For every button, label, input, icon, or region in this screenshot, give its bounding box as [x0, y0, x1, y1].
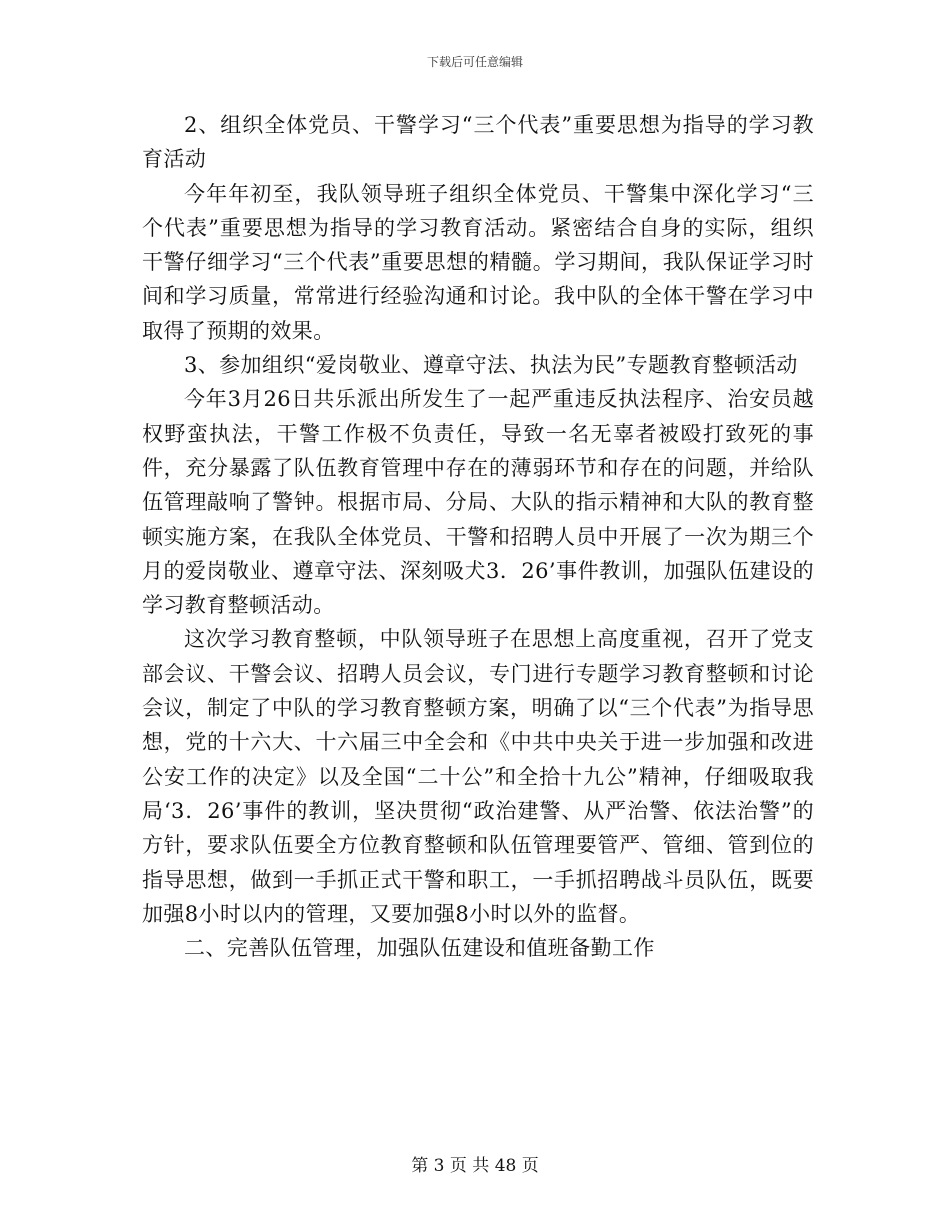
heading-study-activity: 2、组织全体党员、干警学习“三个代表”重要思想为指导的学习教育活动	[142, 113, 814, 172]
document-body	[142, 108, 814, 965]
paragraph-rectification-measures: 这次学习教育整顿，中队领导班子在思想上高度重视，召开了党支部会议、干警会议、招聘人员会议，专门进行专题学习教育整顿和讨论会议，制定了中队的学习教育整顿方案，明确了以“三个代表”为指导思想，党的十六大、十六届三中全会和《中共中央关于进一步加强和改进公安工作的决定》以及全国“二十公”和全拾十九公”精神，仔细吸取我局‘3．26’事件的教训，坚决贯彻“政治建警、从严治警、依法治警”的方针，要求队伍要全方位教育整顿和队伍管理要管严、管细、管到位的指导思想，做到一手抓正式干警和职工，一手抓招聘战斗员队伍，既要加强8小时以内的管理，又要加强8小时以外的监督。	[142, 627, 814, 926]
heading-team-management: 二、完善队伍管理，加强队伍建设和值班备勤工作	[184, 936, 655, 961]
page-header-note: 下载后可任意编辑	[426, 55, 523, 69]
page-number: 第 3 页 共 48 页	[411, 1156, 539, 1176]
paragraph-incident: 今年3月26日共乐派出所发生了一起严重违反执法程序、治安员越权野蛮执法，干警工作极不负责任，导致一名无辜者被殴打致死的事件，充分暴露了队伍教育管理中存在的薄弱环节和存在的问题，并给队伍管理敲响了警钟。根据市局、分局、大队的指示精神和大队的教育整顿实施方案，在我队全体党员、干警和招聘人员中开展了一次为期三个月的爱岗敬业、遵章守法、深刻吸犬3．26’事件教训，加强队伍建设的学习教育整顿活动。	[142, 387, 814, 618]
heading-rectification-activity: 3、参加组织“爱岗敬业、遵章守法、执法为民”专题教育整顿活动	[184, 353, 798, 378]
paragraph-study-details: 今年年初至，我队领导班子组织全体党员、干警集中深化学习“三个代表”重要思想为指导的学习教育活动。紧密结合自身的实际，组织干警仔细学习“三个代表”重要思想的精髓。学习期间，我队保证学习时间和学习质量，常常进行经验沟通和讨论。我中队的全体干警在学习中取得了预期的效果。	[142, 181, 814, 343]
